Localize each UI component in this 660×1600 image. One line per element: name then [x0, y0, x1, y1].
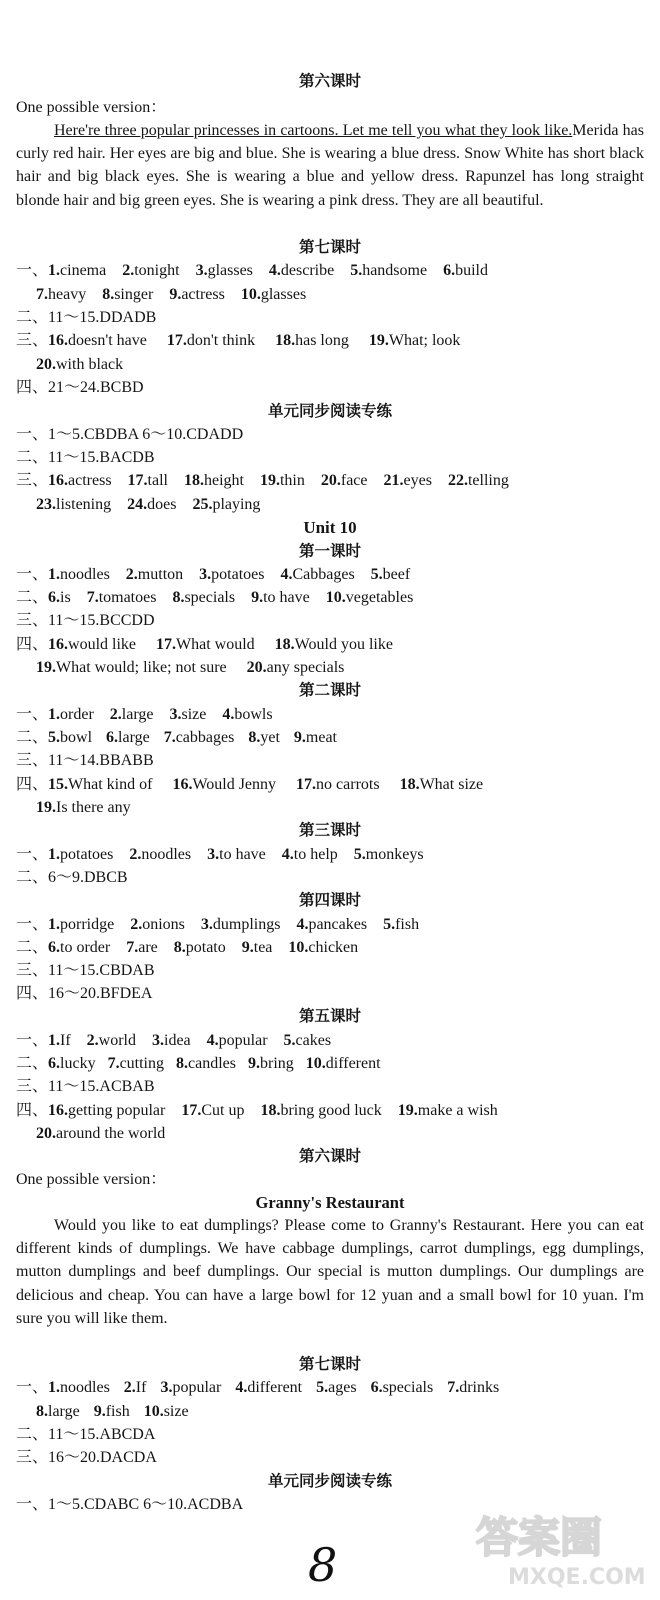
- answer-item: 1.If: [48, 1032, 71, 1049]
- answer-item: 8.candles: [176, 1055, 236, 1072]
- answer-item: 16.doesn't have: [48, 332, 147, 349]
- unit10-title: Unit 10: [303, 518, 357, 537]
- answer-item: 17.What would: [156, 636, 255, 653]
- answer-item: 6.large: [106, 729, 150, 746]
- answer-item: 18.bring good luck: [260, 1102, 382, 1119]
- answer-item: 17.no carrots: [296, 776, 380, 793]
- answer-item: 10.different: [305, 1055, 381, 1072]
- answer-item: 2.onions: [130, 916, 185, 933]
- u10-l2-s4: 四、15.What kind of 16.Would Jenny 17.no carrots 18.What size: [16, 773, 646, 796]
- princesses-essay: [16, 119, 644, 212]
- answer-item: 10.glasses: [240, 286, 307, 303]
- u10-l7-s2: 二、11～15.ABCDA: [16, 1426, 156, 1443]
- answer-item: 5.cakes: [283, 1032, 332, 1049]
- answer-item: 24.does: [127, 496, 177, 513]
- answer-item: 19.Is there any: [36, 799, 131, 816]
- u10-l4-s2: 二、6.to order 7.are 8.potato 9.tea 10.chicken: [16, 936, 646, 959]
- u10-l3-s2: 二、6～9.DBCB: [16, 869, 128, 886]
- u10-l3-heading: 第三课时: [298, 821, 361, 839]
- answer-item: 3.glasses: [195, 262, 253, 279]
- answer-item: 4.describe: [268, 262, 335, 279]
- u10-l5-s4: 四、16.getting popular 17.Cut up 18.bring good luck 19.make a wish: [16, 1099, 646, 1122]
- answer-item: 3.popular: [160, 1379, 222, 1396]
- answer-item: 4.pancakes: [296, 916, 368, 933]
- u10-l2-heading: 第二课时: [298, 681, 361, 699]
- lesson6-heading: 第六课时: [298, 72, 361, 90]
- answer-item: 1.cinema: [48, 262, 107, 279]
- answer-item: 8.singer: [102, 286, 154, 303]
- answer-item: 7.are: [126, 939, 158, 956]
- answer-item: 15.What kind of: [48, 776, 153, 793]
- u10-l5-s2: 二、6.lucky 7.cutting 8.candles 9.bring 10.different: [16, 1052, 646, 1075]
- reading-heading-u9: 单元同步阅读专练: [267, 402, 392, 420]
- answer-item: 18.height: [183, 472, 244, 489]
- answer-item: 2.tonight: [122, 262, 180, 279]
- page-number: 8: [308, 1538, 338, 1592]
- answer-item: 17.don't think: [166, 332, 256, 349]
- answer-item: 23.listening: [36, 496, 112, 513]
- answer-item: 9.fish: [93, 1403, 130, 1420]
- u10-l4-s1: 一、1.porridge 2.onions 3.dumplings 4.pancakes 5.fish: [16, 913, 646, 936]
- answer-item: 1.noodles: [48, 566, 110, 583]
- answer-item: 17.tall: [127, 472, 168, 489]
- answer-item: 22.telling: [447, 472, 509, 489]
- u10-l4-s3: 三、11～15.CBDAB: [16, 962, 155, 979]
- u10-l6-heading: 第六课时: [298, 1147, 361, 1165]
- answer-item: 21.eyes: [383, 472, 432, 489]
- answer-item: 19.make a wish: [397, 1102, 498, 1119]
- l7-section-1-cont: [16, 283, 646, 306]
- answer-item: 2.noodles: [129, 846, 192, 863]
- answer-item: 20.face: [320, 472, 368, 489]
- answer-item: 4.different: [235, 1379, 303, 1396]
- answer-item: 2.world: [86, 1032, 136, 1049]
- answer-item: 5.ages: [316, 1379, 357, 1396]
- answer-item: 19.What would; like; not sure: [36, 659, 227, 676]
- answer-item: 5.fish: [383, 916, 420, 933]
- answer-item: 8.potato: [173, 939, 226, 956]
- answer-item: 20.any specials: [246, 659, 345, 676]
- reading-u9-section-2: 二、11～15.BACDB: [16, 449, 155, 466]
- u10-l5-s4-cont: [16, 1122, 646, 1145]
- u10-l5-s3: 三、11～15.ACBAB: [16, 1078, 155, 1095]
- watermark-en: MXQE.COM: [508, 1565, 646, 1590]
- answer-item: 9.to have: [251, 589, 310, 606]
- u10-l5-s1: 一、1.If 2.world 3.idea 4.popular 5.cakes: [16, 1029, 646, 1052]
- answer-item: 10.vegetables: [325, 589, 414, 606]
- answer-item: 8.specials: [172, 589, 236, 606]
- answer-item: 5.handsome: [350, 262, 428, 279]
- u10-l2-s2: 二、5.bowl 6.large 7.cabbages 8.yet 9.meat: [16, 726, 646, 749]
- answer-item: 6.build: [443, 262, 488, 279]
- reading-u9-section-3: 三、16.actress 17.tall 18.height 19.thin 20.face 21.eyes 22.telling: [16, 469, 646, 492]
- l7-section-2: 二、11～15.DDADB: [16, 309, 157, 326]
- answer-item: 7.drinks: [447, 1379, 500, 1396]
- u10-l7-heading: 第七课时: [298, 1355, 361, 1373]
- reading-u9-section-3-cont: [16, 493, 646, 516]
- answer-item: 18.has long: [275, 332, 349, 349]
- answer-item: 8.yet: [248, 729, 280, 746]
- watermark-cn: 答案圈: [476, 1513, 603, 1562]
- watermark-logo: [470, 1500, 656, 1596]
- answer-item: 18.What size: [399, 776, 484, 793]
- u10-l5-heading: 第五课时: [298, 1007, 361, 1025]
- answer-item: 4.bowls: [222, 706, 273, 723]
- u10-possible-version-label: One possible version：: [16, 1171, 167, 1188]
- u10-l1-s3: 三、11～15.BCCDD: [16, 612, 155, 629]
- answer-item: 25.playing: [192, 496, 261, 513]
- answer-item: 4.popular: [206, 1032, 268, 1049]
- answer-item: 16.Would Jenny: [172, 776, 277, 793]
- u10-l2-s3: 三、11～14.BBABB: [16, 752, 154, 769]
- u10-l1-heading: 第一课时: [298, 542, 361, 560]
- l7-section-3: 三、16.doesn't have 17.don't think 18.has long 19.What; look: [16, 329, 646, 352]
- answer-item: 7.cutting: [107, 1055, 164, 1072]
- u10-l4-s4: 四、16～20.BFDEA: [16, 985, 153, 1002]
- answer-item: 9.meat: [293, 729, 337, 746]
- answer-item: 5.monkeys: [353, 846, 424, 863]
- answer-item: 19.thin: [259, 472, 305, 489]
- u10-l4-heading: 第四课时: [298, 891, 361, 909]
- answer-item: 5.beef: [370, 566, 411, 583]
- possible-version-label: One possible version：: [16, 99, 167, 116]
- answer-item: 18.Would you like: [274, 636, 393, 653]
- answer-item: 16.actress: [48, 472, 112, 489]
- l7-section-4: 四、21～24.BCBD: [16, 379, 144, 396]
- u10-l1-s4-cont: [16, 656, 646, 679]
- u10-l2-s4-cont: [16, 796, 646, 819]
- answer-item: 7.tomatoes: [86, 589, 157, 606]
- answer-item: 6.lucky: [48, 1055, 96, 1072]
- l7-section-1: 一、1.cinema 2.tonight 3.glasses 4.describe 5.handsome 6.build: [16, 259, 646, 282]
- answer-item: 9.actress: [169, 286, 225, 303]
- answer-item: 20.with black: [36, 356, 124, 373]
- answer-item: 10.chicken: [288, 939, 359, 956]
- answer-item: 3.to have: [207, 846, 266, 863]
- answer-item: 3.idea: [152, 1032, 191, 1049]
- answer-item: 4.Cabbages: [280, 566, 355, 583]
- answer-item: 1.order: [48, 706, 94, 723]
- answer-item: 5.bowl: [48, 729, 93, 746]
- answer-item: 4.to help: [281, 846, 338, 863]
- u10-l7-s3: 三、16～20.DACDA: [16, 1449, 157, 1466]
- answer-item: 3.size: [169, 706, 207, 723]
- answer-item: 6.to order: [48, 939, 111, 956]
- u10-l3-s1: 一、1.potatoes 2.noodles 3.to have 4.to help 5.monkeys: [16, 843, 646, 866]
- answer-item: 6.specials: [370, 1379, 434, 1396]
- u10-l2-s1: 一、1.order 2.large 3.size 4.bowls: [16, 703, 646, 726]
- essay-title: Granny's Restaurant: [255, 1193, 405, 1212]
- answer-item: 19.What; look: [368, 332, 461, 349]
- l7-section-3-cont: [16, 353, 646, 376]
- answer-item: 9.tea: [241, 939, 273, 956]
- answer-item: 16.getting popular: [48, 1102, 166, 1119]
- answer-item: 1.porridge: [48, 916, 115, 933]
- answer-item: 17.Cut up: [181, 1102, 245, 1119]
- answer-item: 1.potatoes: [48, 846, 114, 863]
- answer-item: 9.bring: [247, 1055, 294, 1072]
- u10-l1-s4: 四、16.would like 17.What would 18.Would you like: [16, 633, 646, 656]
- answer-item: 20.around the world: [36, 1125, 166, 1142]
- answer-item: 3.dumplings: [200, 916, 281, 933]
- restaurant-essay: Would you like to eat dumplings? Please come to Granny's Restaurant. Here you can eat different kinds of dumplings. We have cabbage dumplings, carrot dumplings, egg dumplings, mutton dumplings and beef dumplings. Our special is mutton dumplings. Our dumplings are delicious and cheap. You can have a large bowl for 12 yuan and a small bowl for 10 yuan. I'm sure you will like them.: [16, 1217, 644, 1327]
- answer-item: 8.large: [36, 1403, 80, 1420]
- u10-l7-s1: 一、1.noodles 2.If 3.popular 4.different 5.ages 6.specials 7.drinks: [16, 1376, 646, 1399]
- u10-reading-heading: 单元同步阅读专练: [267, 1472, 392, 1490]
- u10-reading-s1: 一、1～5.CDABC 6～10.ACDBA: [16, 1496, 244, 1513]
- reading-u9-section-1: 一、1～5.CBDBA 6～10.CDADD: [16, 426, 244, 443]
- answer-item: 16.would like: [48, 636, 137, 653]
- answer-item: 1.noodles: [48, 1379, 110, 1396]
- answer-item: 10.size: [143, 1403, 189, 1420]
- answer-item: 2.large: [109, 706, 154, 723]
- essay-rest: Merida has curly red hair. Her eyes are big and blue. She is wearing a blue dress. Snow White has short black hair and big black eyes. She is wearing a blue and yellow dress. Rapunzel has long straight blonde hair and big green eyes. She is wearing a pink dress. They are all beautiful.: [16, 122, 645, 209]
- answer-item: 2.mutton: [125, 566, 184, 583]
- lesson7-heading: 第七课时: [298, 238, 361, 256]
- answer-item: 6.is: [48, 589, 71, 606]
- answer-item: 7.heavy: [36, 286, 87, 303]
- answer-item: 7.cabbages: [163, 729, 235, 746]
- u10-l7-s1-cont: [16, 1400, 646, 1423]
- answer-item: 2.If: [123, 1379, 147, 1396]
- u10-l1-s1: 一、1.noodles 2.mutton 3.potatoes 4.Cabbages 5.beef: [16, 563, 646, 586]
- u10-l1-s2: 二、6.is 7.tomatoes 8.specials 9.to have 10.vegetables: [16, 586, 646, 609]
- answer-item: 3.potatoes: [199, 566, 265, 583]
- essay-underlined-part: Here're three popular princesses in cartoons. Let me tell you what they look like.: [54, 122, 573, 139]
